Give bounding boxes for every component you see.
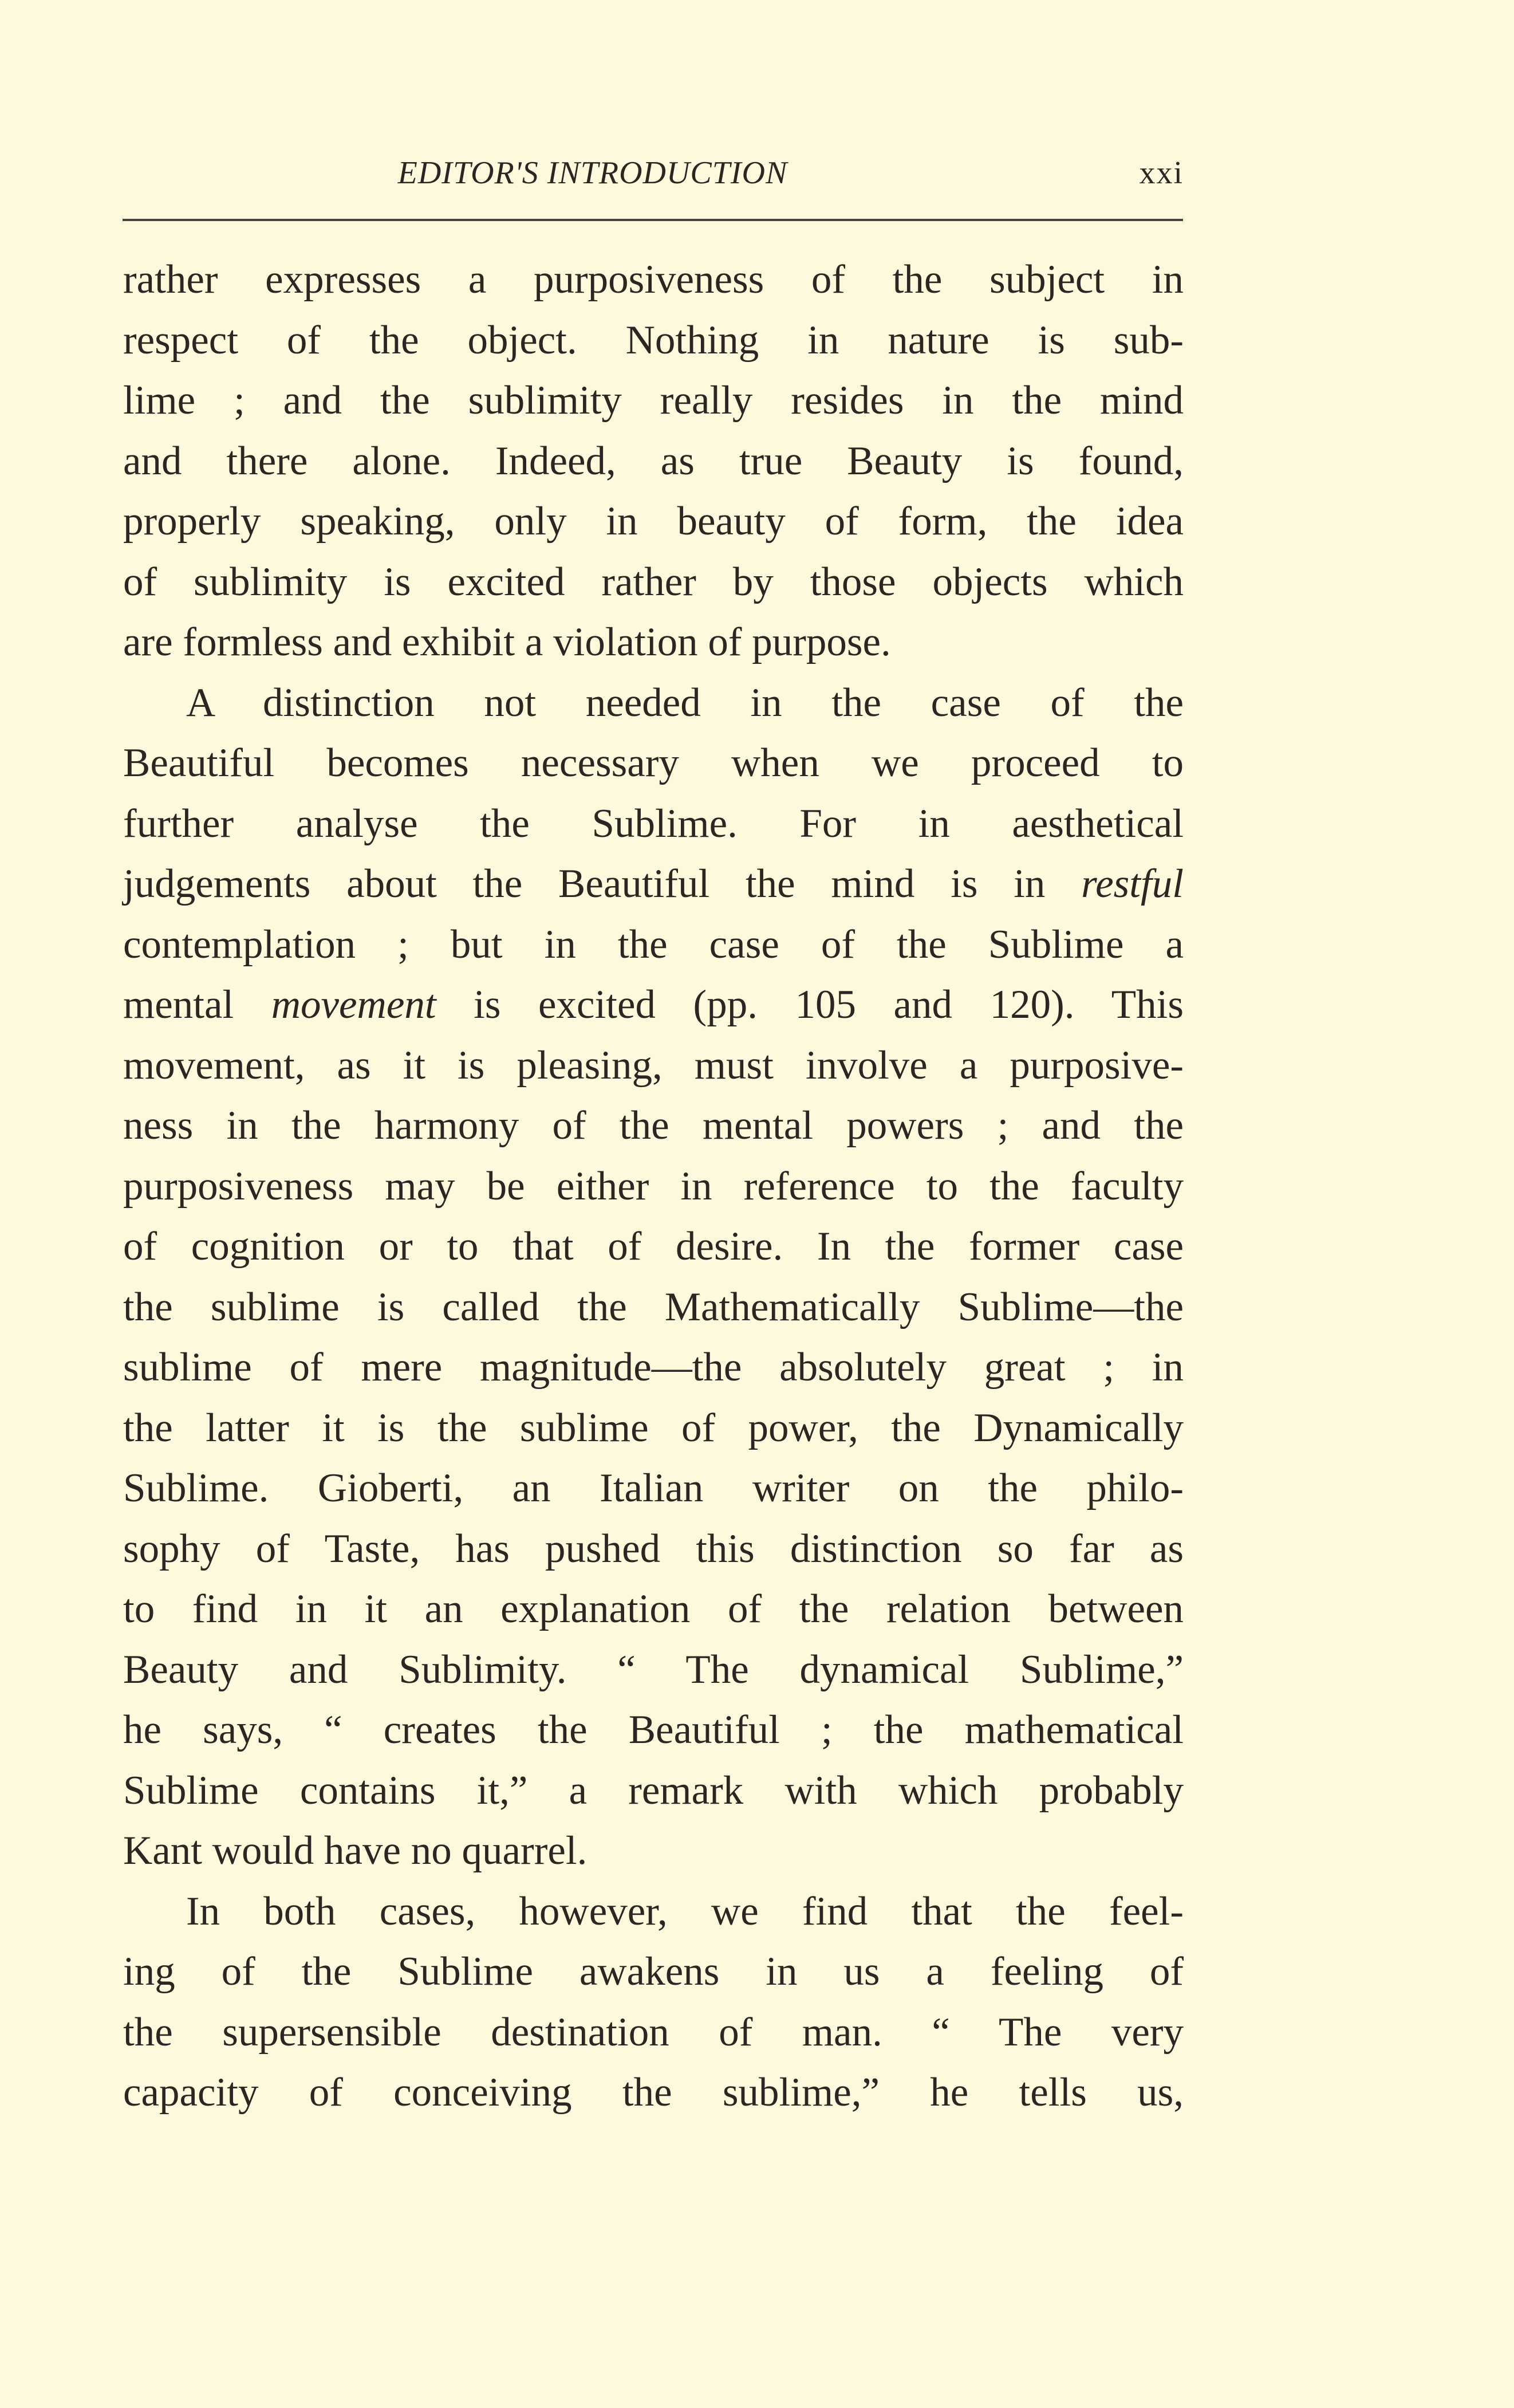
- italic-emphasis: movement: [271, 982, 436, 1027]
- text-line: are formless and exhibit a violation of purpose.: [123, 620, 891, 664]
- text-line: Beauty and Sublimity. “ The dynamical Sublime,”: [123, 1647, 1184, 1692]
- text-line: sublime of mere magnitude—the absolutely great ; in: [123, 1345, 1184, 1390]
- text-line: respect of the object. Nothing in nature is sub-: [123, 317, 1184, 363]
- text-line: to find in it an explanation of the relation between: [123, 1587, 1184, 1631]
- running-title: EDITOR'S INTRODUCTION: [397, 155, 788, 191]
- text-line: rather expresses a purposiveness of the subject in: [123, 257, 1184, 302]
- page-header: [123, 155, 1184, 206]
- text-line: mental movement is excited (pp. 105 and 120). This: [123, 982, 1184, 1027]
- text-line: ness in the harmony of the mental powers ; and the: [123, 1103, 1184, 1148]
- text-line: Beautiful becomes necessary when we proceed to: [123, 741, 1184, 785]
- text-line: movement, as it is pleasing, must involve a purposive-: [123, 1042, 1184, 1088]
- text-line: A distinction not needed in the case of the: [186, 680, 1184, 725]
- text-line: the latter it is the sublime of power, the Dynamically: [123, 1405, 1184, 1450]
- text-line: capacity of conceiving the sublime,” he tells us,: [123, 2070, 1184, 2115]
- text-line: Kant would have no quarrel.: [123, 1828, 588, 1873]
- body-text: [123, 250, 1184, 2123]
- text-line: Sublime. Gioberti, an Italian writer on the philo-: [123, 1466, 1184, 1510]
- text-line: judgements about the Beautiful the mind is in restful: [123, 861, 1184, 906]
- text-line: the sublime is called the Mathematically Sublime—the: [123, 1284, 1184, 1329]
- text-line: further analyse the Sublime. For in aesthetical: [123, 801, 1184, 846]
- text-line: sophy of Taste, has pushed this distinction so far as: [123, 1526, 1184, 1571]
- header-rule: [123, 219, 1183, 221]
- text-line: the supersensible destination of man. “ The very: [123, 2009, 1184, 2055]
- text-line: purposiveness may be either in reference to the faculty: [123, 1163, 1184, 1209]
- text-line: Sublime contains it,” a remark with which probably: [123, 1768, 1184, 1813]
- text-line: ing of the Sublime awakens in us a feeling of: [123, 1949, 1184, 1994]
- text-line: contemplation ; but in the case of the Sublime a: [123, 922, 1184, 967]
- page-number: xxi: [1139, 155, 1184, 191]
- text-line: lime ; and the sublimity really resides in the mind: [123, 378, 1184, 423]
- text-line: of cognition or to that of desire. In the former case: [123, 1224, 1184, 1269]
- text-line: properly speaking, only in beauty of form, the idea: [123, 499, 1184, 544]
- italic-emphasis: restful: [1081, 861, 1184, 906]
- text-line: In both cases, however, we find that the feel-: [186, 1888, 1184, 1934]
- text-line: and there alone. Indeed, as true Beauty is found,: [123, 438, 1184, 483]
- text-line: of sublimity is excited rather by those objects which: [123, 559, 1184, 604]
- text-line: he says, “ creates the Beautiful ; the mathematical: [123, 1707, 1184, 1752]
